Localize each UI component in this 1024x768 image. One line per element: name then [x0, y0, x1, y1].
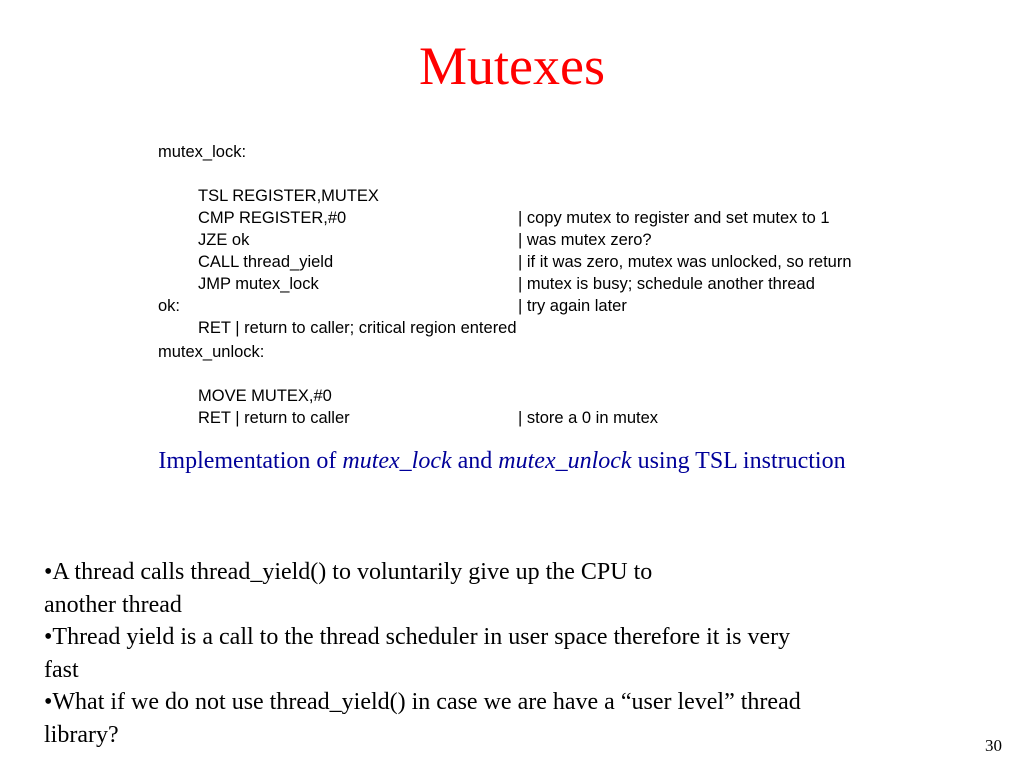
- caption-lock-name: mutex_lock: [342, 448, 452, 474]
- code-instruction: RET | return to caller; critical region entered: [198, 319, 517, 337]
- code-instruction: JZE ok: [198, 231, 250, 249]
- bullet-line: •Thread yield is a call to the thread scheduler in user space therefore it is very: [44, 624, 791, 650]
- slide-number: 30: [985, 736, 1002, 755]
- code-instruction: MOVE MUTEX,#0: [198, 387, 332, 405]
- mutex-lock-label: mutex_lock:: [158, 143, 247, 161]
- figure-caption: [0, 446, 1004, 476]
- bullet-list: [44, 556, 954, 751]
- bullet-line: another thread: [44, 591, 182, 618]
- bullet-item: [44, 556, 954, 621]
- ok-label: ok:: [158, 297, 181, 315]
- code-instruction: JMP mutex_lock: [198, 275, 319, 293]
- code-instruction: TSL REGISTER,MUTEX: [198, 187, 379, 205]
- bullet-line: •A thread calls thread_yield() to voluntarily give up the CPU to: [44, 559, 653, 585]
- caption-unlock-name: mutex_unlock: [498, 448, 632, 474]
- slide-title: Mutexes: [419, 36, 605, 96]
- code-comment: | mutex is busy; schedule another thread: [518, 275, 815, 293]
- bullet-line: library?: [44, 721, 119, 748]
- mutex-unlock-label: mutex_unlock:: [158, 343, 265, 361]
- bullet-item: [44, 621, 954, 686]
- code-instruction: CMP REGISTER,#0: [198, 209, 347, 227]
- code-instruction: CALL thread_yield: [198, 253, 334, 271]
- bullet-line: fast: [44, 656, 79, 683]
- caption-middle: and: [451, 448, 499, 474]
- code-comment: | was mutex zero?: [518, 231, 652, 249]
- code-comment: | copy mutex to register and set mutex to 1: [518, 209, 830, 227]
- code-comment: | try again later: [518, 297, 627, 315]
- caption-suffix: using TSL instruction: [631, 448, 846, 474]
- code-comment: | if it was zero, mutex was unlocked, so return: [518, 253, 852, 271]
- caption-prefix: Implementation of: [158, 448, 343, 474]
- code-comment: | store a 0 in mutex: [518, 409, 659, 427]
- bullet-line: •What if we do not use thread_yield() in case we are have a “user level” thread: [44, 689, 801, 715]
- code-figure: [158, 141, 918, 427]
- code-instruction: RET | return to caller: [198, 409, 350, 427]
- bullet-item: [44, 686, 954, 751]
